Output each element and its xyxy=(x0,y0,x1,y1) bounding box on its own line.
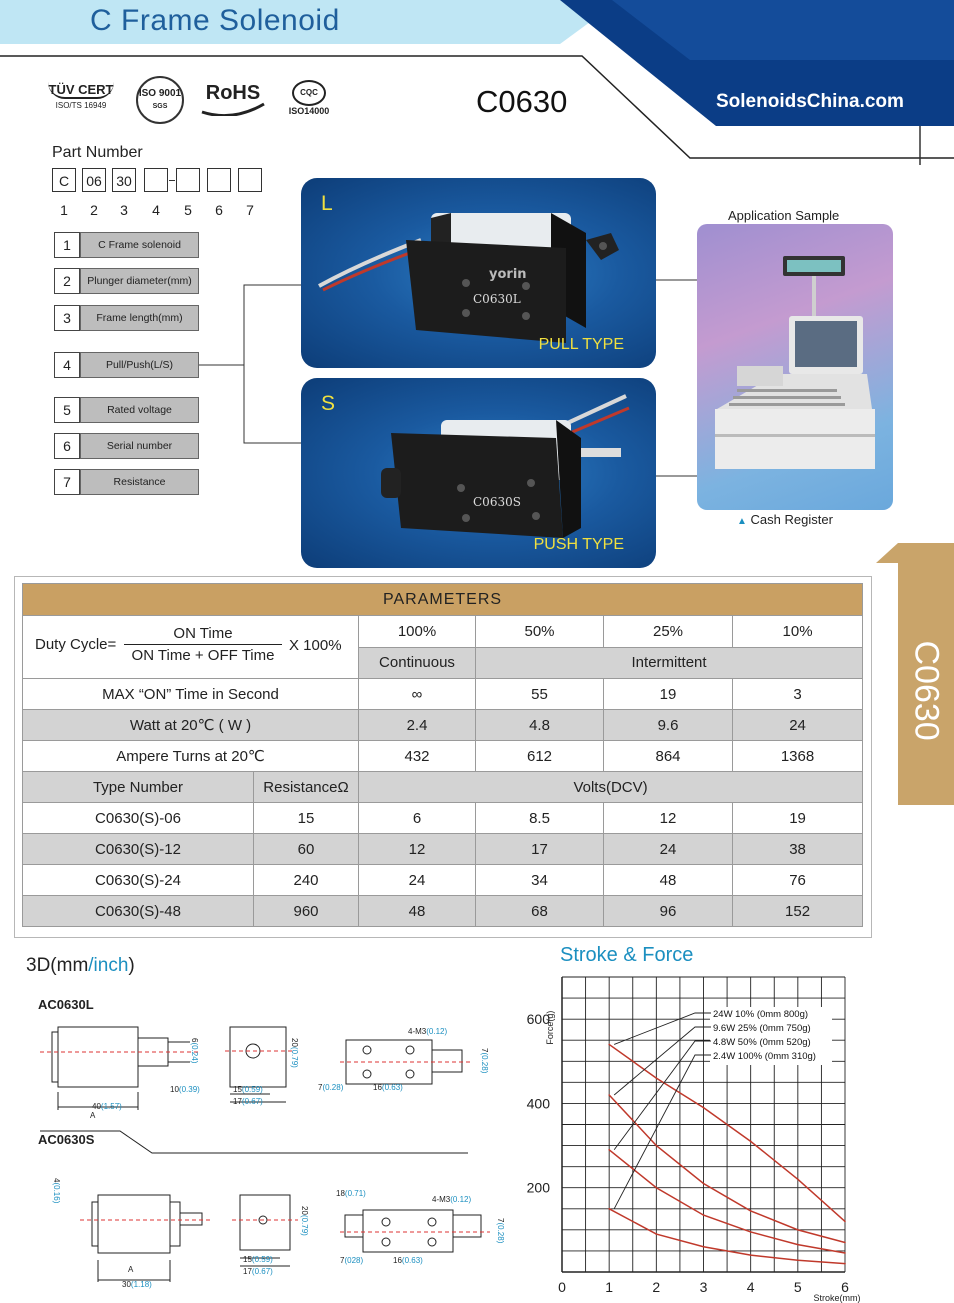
data-point xyxy=(656,1077,658,1079)
parameters-title: PARAMETERS xyxy=(23,584,863,616)
tuv-logo: TÜV CERT ISO/TS 16949 xyxy=(48,82,114,110)
pn-index: 1 xyxy=(60,202,68,218)
pn-box-3: 30 xyxy=(112,168,136,192)
x-tick-label: 4 xyxy=(746,1279,755,1295)
svg-text:7(0.28): 7(0.28) xyxy=(496,1218,505,1244)
page-title: C Frame Solenoid xyxy=(90,4,340,37)
data-point xyxy=(844,1221,846,1223)
svg-text:30(1.18): 30(1.18) xyxy=(122,1280,152,1289)
data-point xyxy=(608,1044,610,1046)
data-point xyxy=(750,1231,752,1233)
pn-box-2: 06 xyxy=(82,168,106,192)
chart-leaders xyxy=(614,1013,711,1209)
model-number: C0630 xyxy=(476,84,568,119)
svg-text:16(0.63): 16(0.63) xyxy=(393,1256,423,1265)
table-row: C0630(S)-24 240 24 34 48 76 xyxy=(23,865,863,896)
duty-value: 25% xyxy=(604,616,733,648)
x-tick-label: 1 xyxy=(605,1279,614,1295)
data-point xyxy=(844,1252,846,1254)
row-label: MAX “ON” Time in Second xyxy=(23,679,359,710)
dimension-drawings xyxy=(0,1010,540,1303)
pull-letter: L xyxy=(321,192,333,215)
legend-row: 2 Plunger diameter(mm) xyxy=(54,268,199,294)
mode-continuous: Continuous xyxy=(359,647,476,679)
rohs-logo: RoHS xyxy=(200,82,266,116)
push-letter: S xyxy=(321,392,336,415)
legend-entry: 24W 10% (0mm 800g) xyxy=(713,1009,809,1020)
leader-line xyxy=(614,1013,711,1044)
application-title: Application Sample xyxy=(728,208,840,223)
type-header: Type Number xyxy=(23,772,254,803)
y-axis-label: Force(g) xyxy=(545,1010,555,1045)
s-marking: C0630S xyxy=(473,495,521,509)
svg-text:4-M3(0.12): 4-M3(0.12) xyxy=(432,1195,472,1204)
legend-row: 1 C Frame solenoid xyxy=(54,232,199,258)
legend-row: 4 Pull/Push(L/S) xyxy=(54,352,199,378)
x-axis-label: Stroke(mm) xyxy=(813,1293,861,1303)
legend-entry: 9.6W 25% (0mm 750g) xyxy=(713,1023,811,1034)
data-point xyxy=(844,1242,846,1244)
iso9001-logo: ISO 9001 SGS xyxy=(136,76,184,124)
data-point xyxy=(703,1183,705,1185)
svg-text:16(0.63): 16(0.63) xyxy=(373,1083,403,1092)
svg-text:20(0.79): 20(0.79) xyxy=(290,1038,299,1068)
pn-index: 2 xyxy=(90,202,98,218)
duty-value: 50% xyxy=(476,616,604,648)
data-point xyxy=(608,1094,610,1096)
svg-text:4-M3(0.12): 4-M3(0.12) xyxy=(408,1027,448,1036)
x-tick-label: 0 xyxy=(558,1279,566,1295)
table-row: C0630(S)-06 15 6 8.5 12 19 xyxy=(23,803,863,834)
row-label: Ampere Turns at 20℃ xyxy=(23,741,359,772)
triangle-icon: ▲ xyxy=(737,516,747,527)
side-tab-label: C0630 xyxy=(907,640,946,741)
pull-type-panel xyxy=(301,178,656,368)
cash-register-image xyxy=(697,224,893,510)
data-point xyxy=(703,1107,705,1109)
data-point xyxy=(750,1141,752,1143)
dims-title: 3D(mm/inch) xyxy=(26,955,135,976)
legend-row: 7 Resistance xyxy=(54,469,199,495)
pn-index: 7 xyxy=(246,202,254,218)
y-tick-label: 400 xyxy=(526,1095,550,1112)
svg-text:15(0.59): 15(0.59) xyxy=(233,1085,263,1094)
pn-index: 3 xyxy=(120,202,128,218)
data-point xyxy=(750,1254,752,1256)
data-point xyxy=(844,1263,846,1265)
data-point xyxy=(656,1145,658,1147)
svg-text:40(1.57): 40(1.57) xyxy=(92,1102,122,1111)
ac0630s-label: AC0630S xyxy=(38,1132,95,1147)
data-point xyxy=(797,1259,799,1261)
x-tick-label: 2 xyxy=(652,1279,661,1295)
push-type-panel xyxy=(301,378,656,568)
row-label: Watt at 20℃ ( W ) xyxy=(23,710,359,741)
ac0630l-label: AC0630L xyxy=(38,997,94,1012)
svg-text:20(0.79): 20(0.79) xyxy=(300,1206,309,1236)
duty-value: 10% xyxy=(733,616,863,648)
x-tick-label: 5 xyxy=(793,1279,802,1295)
chart-legend xyxy=(710,1007,832,1065)
push-type-label: PUSH TYPE xyxy=(533,536,624,553)
x-tick-label: 6 xyxy=(841,1279,849,1295)
parameters-table: PARAMETERS Duty Cycle= ON Time ON Time + OFF Time X 100% 100% 50% 25% 10% Continuous Intermittent MAX “ON” Time in Second ∞ 55 19 3 Watt at 20℃ ( W ) 2.4 4.8 9.6 24 Ampere Turns at 20℃ 432 612 864 1368 Type Number ResistanceΩ Volts(DCV) C0630(S)-06 15 6 8.5 12 19 C0630(S)-12 60 12 17 24 38 C0630(S)-24 240 24 34 48 76 C0630(S)-48 960 48 68 96 152 xyxy=(22,583,863,927)
l-a-mark: A xyxy=(90,1111,96,1120)
site-name[interactable]: SolenoidsChina.com xyxy=(716,91,904,112)
pn-index: 6 xyxy=(215,202,223,218)
svg-text:7(0.28): 7(0.28) xyxy=(480,1048,489,1074)
table-row: C0630(S)-48 960 48 68 96 152 xyxy=(23,896,863,927)
data-point xyxy=(608,1208,610,1210)
legend-entry: 4.8W 50% (0mm 520g) xyxy=(713,1037,811,1048)
svg-text:17(0.67): 17(0.67) xyxy=(233,1097,263,1106)
data-point xyxy=(797,1244,799,1246)
l-marking: C0630L xyxy=(473,292,521,306)
duty-cycle-formula: Duty Cycle= ON Time ON Time + OFF Time X 100% xyxy=(23,616,359,679)
chart-title: Stroke & Force xyxy=(560,944,694,966)
svg-text:10(0.39): 10(0.39) xyxy=(170,1085,200,1094)
leader-line xyxy=(614,1055,711,1209)
table-row: C0630(S)-12 60 12 17 24 38 xyxy=(23,834,863,865)
svg-text:7(028): 7(028) xyxy=(340,1256,364,1265)
application-image xyxy=(697,224,893,510)
data-point xyxy=(608,1149,610,1151)
duty-value: 100% xyxy=(359,616,476,648)
svg-text:17(0.67): 17(0.67) xyxy=(243,1267,273,1276)
svg-text:7(0.28): 7(0.28) xyxy=(318,1083,344,1092)
svg-text:18(0.71): 18(0.71) xyxy=(336,1189,366,1198)
pn-box-1: C xyxy=(52,168,76,192)
application-caption: ▲ Cash Register xyxy=(737,512,833,527)
data-point xyxy=(797,1178,799,1180)
y-tick-label: 200 xyxy=(526,1179,550,1196)
legend-row: 5 Rated voltage xyxy=(54,397,199,423)
data-point xyxy=(750,1210,752,1212)
svg-text:6(0.24): 6(0.24) xyxy=(190,1038,199,1064)
data-point xyxy=(656,1187,658,1189)
svg-text:15(0.59): 15(0.59) xyxy=(243,1255,273,1264)
legend-row: 6 Serial number xyxy=(54,433,199,459)
data-point xyxy=(797,1229,799,1231)
resistance-header: ResistanceΩ xyxy=(254,772,359,803)
data-point xyxy=(703,1246,705,1248)
y-tick-label: 600 xyxy=(526,1011,550,1028)
legend-row: 3 Frame length(mm) xyxy=(54,305,199,331)
data-point xyxy=(703,1214,705,1216)
legend-entry: 2.4W 100% (0mm 310g) xyxy=(713,1051,816,1062)
mode-intermittent: Intermittent xyxy=(476,647,863,679)
volts-header: Volts(DCV) xyxy=(359,772,863,803)
pn-index: 5 xyxy=(184,202,192,218)
data-point xyxy=(656,1233,658,1235)
svg-text:4(0.16): 4(0.16) xyxy=(52,1178,61,1204)
leader-line xyxy=(614,1041,711,1150)
x-tick-label: 3 xyxy=(699,1279,708,1295)
stroke-force-chart xyxy=(505,965,865,1303)
cqc-logo: CQC ISO14000 xyxy=(284,80,334,116)
s-a-mark: A xyxy=(128,1265,134,1274)
l-brand: yorin xyxy=(489,267,527,282)
pn-index: 4 xyxy=(152,202,160,218)
part-number-title: Part Number xyxy=(52,144,143,161)
side-tab xyxy=(898,555,954,805)
pull-type-label: PULL TYPE xyxy=(538,336,624,353)
